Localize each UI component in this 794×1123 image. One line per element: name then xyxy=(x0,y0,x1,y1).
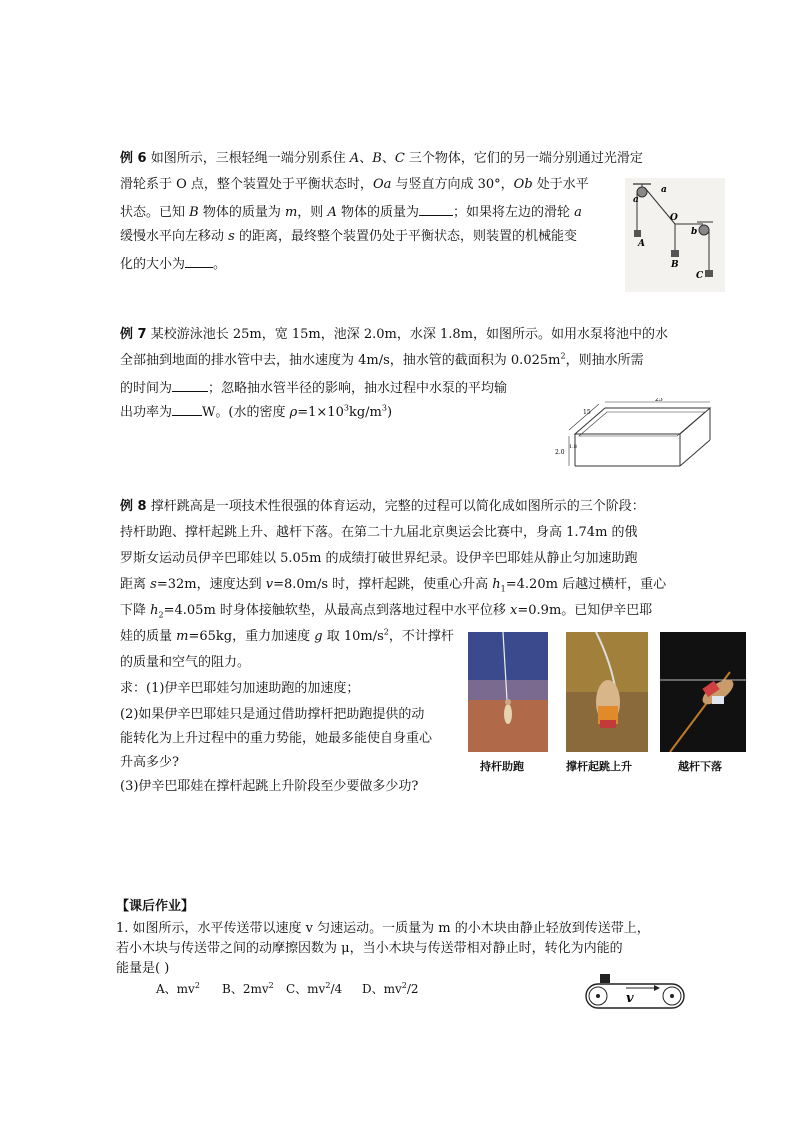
svg-text:B: B xyxy=(671,260,679,270)
svg-text:O: O xyxy=(670,213,678,223)
svg-text:15: 15 xyxy=(583,409,591,416)
svg-text:2.0: 2.0 xyxy=(555,449,565,456)
choice-d: D、$mv^2/2$ xyxy=(362,981,419,996)
ex6-line-4: 缓慢水平向左移动 s 的距离，最终整个装置仍处于平衡状态，则装置的机械能变 xyxy=(120,229,577,244)
homework-q1-line-1: 1. 如图所示，水平传送带以速度 v 匀速运动。一质量为 m 的小木块由静止轻放到传送带上， xyxy=(116,921,650,936)
belt-velocity-label: v xyxy=(626,991,634,1006)
pulley-figure xyxy=(625,178,725,292)
svg-text:1.8: 1.8 xyxy=(569,444,577,450)
ex8-line-1: 例 8 撑杆跳高是一项技术性很强的体育运动，完整的过程可以简化成如图所示的三个阶段： xyxy=(120,499,645,514)
ex7-line-1: 例 7 某校游泳池长 25m，宽 15m，池深 2.0m，水深 1.8m，如图所示。如用水泵将池中的水 xyxy=(120,327,668,342)
ex8-label: 例 8 xyxy=(120,499,147,514)
answer-blank xyxy=(185,256,213,268)
homework-title: 【课后作业】 xyxy=(116,899,195,914)
ex7-line-4: 出功率为 W。(水的密度 $\rho=1\times 10^3kg/m^3$) xyxy=(120,403,393,420)
block-c xyxy=(705,270,713,277)
ex6-line-1: 例 6 如图所示，三根轻绳一端分别系住 A、B、C 三个物体，它们的另一端分别通过光滑定 xyxy=(120,151,643,166)
ex8-line-3: 罗斯女运动员伊辛巴耶娃以 5.05m 的成绩打破世界纪录。设伊辛巴耶娃从静止匀加速助跑 xyxy=(120,551,638,566)
ex8-question-2a: (2)如果伊辛巴耶娃只是通过借助撑杆把助跑提供的动 xyxy=(120,707,425,722)
ex8-line-6: 娃的质量 m=65kg，重力加速度 g 取 $10m/s^2$，不计撑杆 xyxy=(120,627,454,644)
ex8-line-7: 的质量和空气的阻力。 xyxy=(120,655,251,670)
conveyor-belt-figure xyxy=(584,972,686,1010)
ex7-line-3: 的时间为 ；忽略抽水管半径的影响，抽水过程中水泵的平均输 xyxy=(120,381,508,396)
choice-c: C、$mv^2/4$ xyxy=(286,981,343,996)
ex8-line-5: 下降 $h_2=4.05m$ 时身体接触软垫，从最高点到落地过程中水平位移 x=0.9m。已知伊辛巴耶 xyxy=(120,603,653,620)
svg-text:25: 25 xyxy=(655,398,663,403)
homework-q1-line-2: 若小木块与传送带之间的动摩擦因数为 μ，当小木块与传送带相对静止时，转化为内能的 xyxy=(116,941,623,956)
svg-text:A: A xyxy=(638,239,645,249)
photo-run-up xyxy=(468,632,548,752)
svg-text:a: a xyxy=(633,195,639,205)
ex6-line-5: 化的大小为 。 xyxy=(120,257,227,272)
answer-blank xyxy=(172,404,202,416)
caption-run-up: 持杆助跑 xyxy=(480,760,524,773)
answer-blank xyxy=(419,204,453,216)
svg-text:a: a xyxy=(661,185,667,195)
ex6-line-3: 状态。已知 B 物体的质量为 m，则 A 物体的质量为 ；如果将左边的滑轮 a xyxy=(120,205,582,220)
choice-a: A、$mv^2$ xyxy=(156,981,200,996)
block-b xyxy=(671,250,679,257)
ex8-line-4: 距离 s=32m，速度达到 v=8.0m/s 时，撑杆起跳，使重心升高 $h_1=4.20m$ 后越过横杆，重心 xyxy=(120,577,667,594)
block-a xyxy=(634,230,641,237)
ex8-question-2c: 升高多少? xyxy=(120,755,179,770)
svg-text:b: b xyxy=(691,227,698,237)
pool-figure xyxy=(555,398,715,470)
choice-b: B、$2mv^2$ xyxy=(222,981,274,996)
photo-take-off xyxy=(566,632,648,752)
ex8-question-3: (3)伊辛巴耶娃在撑杆起跳上升阶段至少要做多少功? xyxy=(120,779,419,794)
svg-text:C: C xyxy=(696,271,704,281)
ex8-question-1: 求：(1)伊辛巴耶娃匀加速助跑的加速度； xyxy=(120,681,360,696)
caption-clearing-bar: 越杆下落 xyxy=(678,760,722,773)
ex7-label: 例 7 xyxy=(120,327,147,342)
ex6-label: 例 6 xyxy=(120,151,147,166)
ex8-question-2b: 能转化为上升过程中的重力势能，她最多能使自身重心 xyxy=(120,731,433,746)
wooden-block xyxy=(600,974,610,983)
homework-q1-line-3: 能量是( ) xyxy=(116,961,170,976)
ex8-line-2: 持杆助跑、撑杆起跳上升、越杆下落。在第二十九届北京奥运会比赛中，身高 1.74m 的俄 xyxy=(120,525,638,540)
ex6-line-2: 滑轮系于 O 点，整个装置处于平衡状态时，Oa 与竖直方向成 30°，Ob 处于水平 xyxy=(120,177,589,192)
photo-clearing-bar xyxy=(660,632,746,752)
caption-take-off: 撑杆起跳上升 xyxy=(566,760,632,773)
answer-blank xyxy=(172,380,208,392)
ex7-line-2: 全部抽到地面的排水管中去，抽水速度为 4m/s，抽水管的截面积为 $0.025m^2$，则抽水所需 xyxy=(120,351,644,368)
